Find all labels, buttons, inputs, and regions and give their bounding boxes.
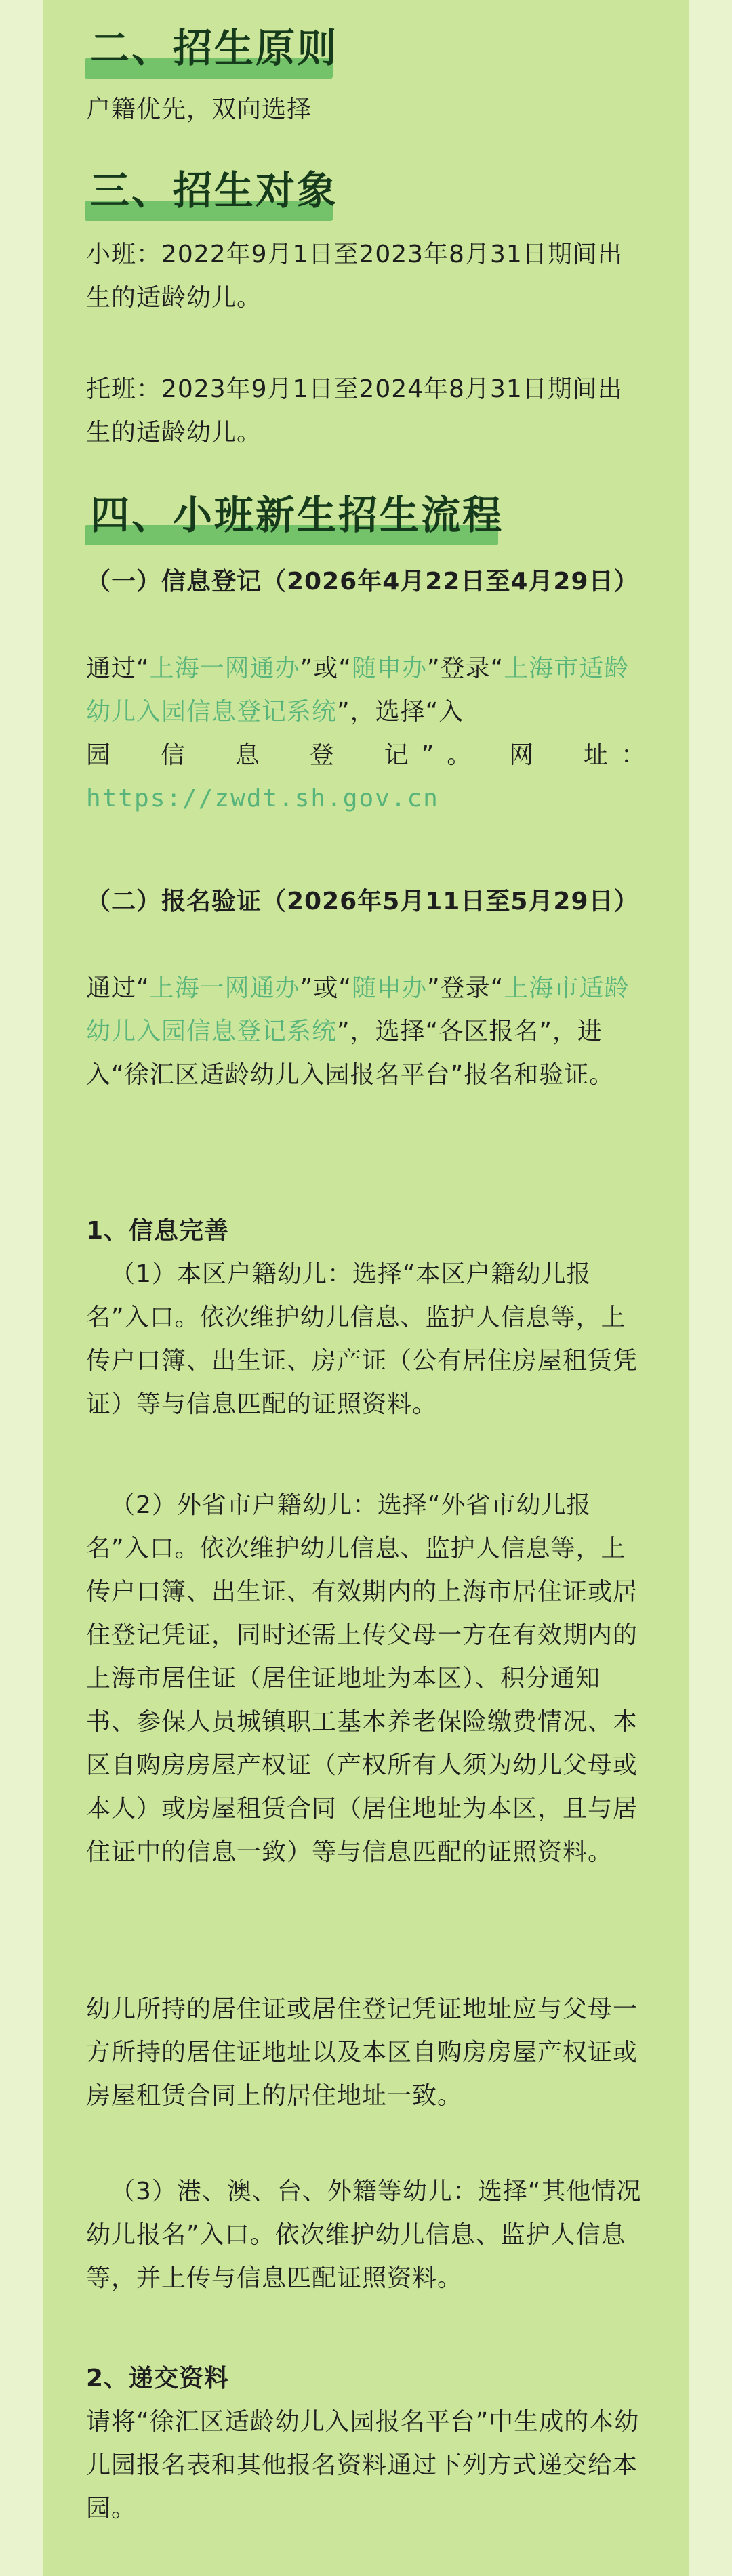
step1-text: ”登录“ [427, 655, 504, 682]
info-hk: （3）港、澳、台、外籍等幼儿：选择“其他情况幼儿报名”入口。依次维护幼儿信息、监护人信息等，并上传与信息匹配证照资料。 [86, 2178, 642, 2292]
step1-paragraph [86, 647, 646, 734]
link-suishenban[interactable]: 随申办 [351, 655, 427, 682]
info-local: （1）本区户籍幼儿：选择“本区户籍幼儿报名”入口。依次维护幼儿信息、监护人信息等，上传户口簿、出生证、房产证（公有居住房屋租赁凭证）等与信息匹配的证照资料。 [86, 1260, 638, 1418]
heading-text: 四、小班新生招生流程 [90, 492, 504, 538]
step2-text: ”，选择“各区报名”，进入“徐汇区适龄幼儿入园报名平台”报名和验证。 [86, 1018, 615, 1089]
link-yiwangtongban[interactable]: 上海一网通办 [149, 655, 300, 682]
submit-text: 请将“徐汇区适龄幼儿入园报名平台”中生成的本幼儿园报名表和其他报名资料通过下列方式递交给本园。 [86, 2408, 640, 2522]
info-other: （2）外省市户籍幼儿：选择“外省市幼儿报名”入口。依次维护幼儿信息、监护人信息等，上传户口簿、出生证、有效期内的上海市居住证或居住登记凭证，同时还需上传父母一方在有效期内的上海市居住证（居住证地址为本区）、积分通知书、参保人员城镇职工基本养老保险缴费情况、本区自购房房屋产权证（产权所有人须为幼儿父母或本人）或房屋租赁合同（居住地址为本区，且与居住证中的信息一致）等与信息匹配的证照资料。 [86, 1491, 638, 1866]
step2-paragraph [86, 967, 646, 1097]
heading-text: 三、招生对象 [90, 167, 339, 213]
step1-url-label: 园 信 息 登 记”。 网 址： [86, 741, 646, 769]
heading-text: 二、招生原则 [90, 25, 339, 71]
section-heading-targets [90, 161, 338, 222]
link-suishenban[interactable]: 随申办 [351, 974, 427, 1002]
step2-text: ”或“ [300, 974, 352, 1002]
target-tuoban: 托班：2023年9月1日至2024年8月31日期间出生的适龄幼儿。 [86, 375, 623, 446]
info-title: 1、信息完善 [86, 1217, 230, 1245]
step1-title: （一）信息登记（2026年4月22日至4月29日） [86, 568, 639, 596]
step1-text: ”，选择“入 [337, 698, 464, 726]
link-registration-system[interactable]: 上海市适龄幼儿入园信息登记系统 [86, 655, 630, 726]
step1-text: ”或“ [300, 655, 352, 682]
section-heading-process [90, 486, 504, 547]
step2-text: 通过“ [86, 974, 150, 1002]
step2-title: （二）报名验证（2026年5月11日至5月29日） [86, 888, 639, 915]
principle-text: 户籍优先，双向选择 [86, 96, 312, 123]
step1-url-link[interactable]: https://zwdt.sh.gov.cn [86, 785, 439, 812]
link-registration-system[interactable]: 上海市适龄幼儿入园信息登记系统 [86, 974, 630, 1045]
submit-title: 2、递交资料 [86, 2365, 230, 2392]
link-yiwangtongban[interactable]: 上海一网通办 [149, 974, 300, 1002]
target-xiaoban: 小班：2022年9月1日至2023年8月31日期间出生的适龄幼儿。 [86, 241, 623, 312]
step1-text: 通过“ [86, 655, 150, 682]
step2-text: ”登录“ [427, 974, 504, 1002]
section-heading-principle [90, 19, 338, 80]
info-note: 幼儿所持的居住证或居住登记凭证地址应与父母一方所持的居住证地址以及本区自购房房屋产权证或房屋租赁合同上的居住地址一致。 [86, 1995, 638, 2110]
